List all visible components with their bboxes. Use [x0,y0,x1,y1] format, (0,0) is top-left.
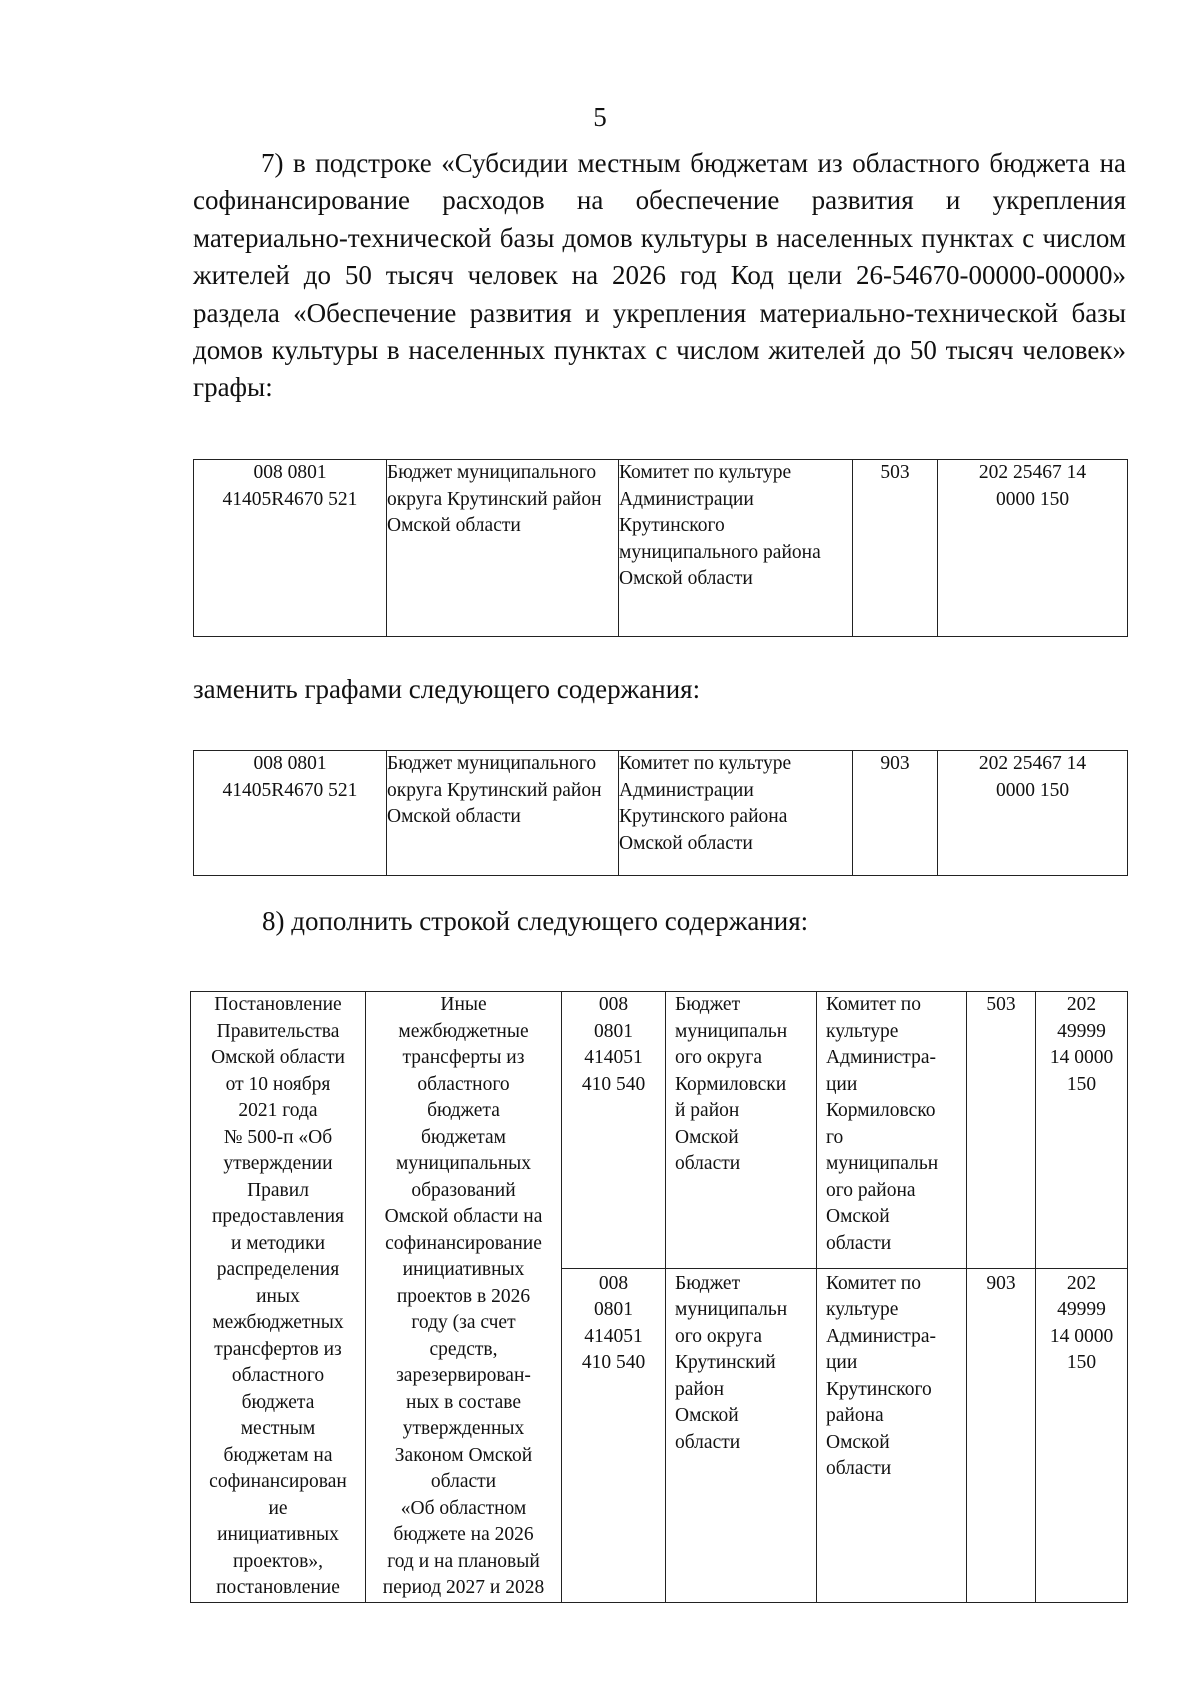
budget-name: Бюджет муниципальн ого округа Кормиловски й район Омской области [666,992,817,1269]
page-number: 5 [593,102,607,132]
budget-classification-code: 008 0801 414051 410 540 [562,1268,666,1602]
administrator-name: Комитет по культуре Администра- ции Кормиловско го муниципальн ого района Омской области [817,992,967,1269]
table-row [194,751,1128,876]
revenue-code: 202 49999 14 0000 150 [1036,1268,1128,1602]
administrator-code: 503 [967,992,1036,1269]
administrator-code: 903 [853,751,938,876]
item-8-paragraph: 8) дополнить строкой следующего содержания: [262,906,809,936]
replace-instruction: заменить графами следующего содержания: [193,674,701,704]
budget-classification-code: 008 0801 414051 410 540 [562,992,666,1269]
old-columns-table [193,459,1128,637]
administrator-name: Комитет по культуре Администрации Крутинского района Омской области [619,751,853,876]
revenue-code: 202 25467 14 0000 150 [938,751,1128,876]
administrator-name: Комитет по культуре Администрации Крутинского муниципального района Омской области [619,460,853,637]
administrator-code: 903 [967,1268,1036,1602]
table-row [191,992,1128,1269]
table-row [194,460,1128,637]
item-7-paragraph: 7) в подстроке «Субсидии местным бюджетам из областного бюджета на софинансирование расходов на обеспечение развития и укрепления материально-технической базы домов культуры в населенных пунктах с числом жителей до 50 тысяч человек на 2026 год Код цели 26-54670-00000-00000» раздела «Обеспечение развития и укрепления материально-технической базы домов культуры в населенных пунктах с числом жителей до 50 тысяч человек» графы: [193,148,1126,403]
transfer-name: Иные межбюджетные трансферты из областного бюджета бюджетам муниципальных образований Омской области на софинансирование инициативных проектов в 2026 году (за счет средств, зарезервирован- ных в составе утвержденных Законом Омской области «Об областном бюджете на 2026 год и на плановый период 2027 и 2028 [366,992,562,1603]
new-columns-table [193,750,1128,876]
legal-basis: Постановление Правительства Омской области от 10 ноября 2021 года № 500-п «Об утверждении Правил предоставления и методики распределения иных межбюджетных трансфертов из областного бюджета местным бюджетам на софинансирован ие инициативных проектов», постановление [191,992,366,1603]
revenue-code: 202 25467 14 0000 150 [938,460,1128,637]
budget-name: Бюджет муниципальн ого округа Крутинский район Омской области [666,1268,817,1602]
added-row-table [190,991,1128,1603]
budget-name: Бюджет муниципального округа Крутинский район Омской области [387,751,619,876]
budget-classification-code: 008 0801 41405R4670 521 [194,460,387,637]
administrator-name: Комитет по культуре Администра- ции Крутинского района Омской области [817,1268,967,1602]
revenue-code: 202 49999 14 0000 150 [1036,992,1128,1269]
administrator-code: 503 [853,460,938,637]
budget-classification-code: 008 0801 41405R4670 521 [194,751,387,876]
budget-name: Бюджет муниципального округа Крутинский район Омской области [387,460,619,637]
